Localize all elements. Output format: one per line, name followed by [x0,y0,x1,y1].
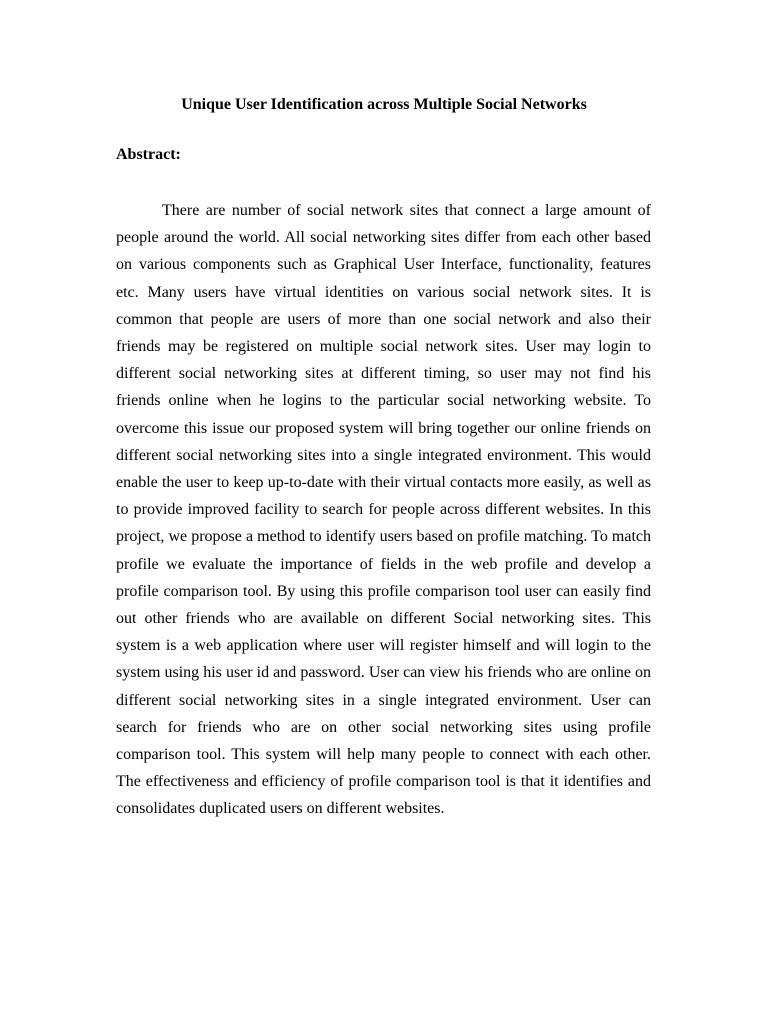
abstract-heading: Abstract: [116,146,181,163]
document-title: Unique User Identification across Multiple Social Networks [181,96,587,113]
abstract-paragraph: There are number of social network sites that connect a large amount of people around the world. All social networking sites differ from each other based on various components such as Graphical User Interface, functionality, features etc. Many users have virtual identities on various social network sites. It is common that people are users of more than one social network and also their friends may be registered on multiple social network sites. User may login to different social networking sites at different timing, so user may not find his friends online when he logins to the particular social networking website. To overcome this issue our proposed system will bring together our online friends on different social networking sites into a single integrated environment. This would enable the user to keep up-to-date with their virtual contacts more easily, as well as to provide improved facility to search for people across different websites. In this project, we propose a method to identify users based on profile matching. To match profile we evaluate the importance of fields in the web profile and develop a profile comparison tool. By using this profile comparison tool user can easily find out other friends who are available on different Social networking sites. This system is a web application where user will register himself and will login to the system using his user id and password. User can view his friends who are online on different social networking sites in a single integrated environment. User can search for friends who are on other social networking sites using profile comparison tool. This system will help many people to connect with each other. The effectiveness and efficiency of profile comparison tool is that it identifies and consolidates duplicated users on different websites. [116,202,651,818]
